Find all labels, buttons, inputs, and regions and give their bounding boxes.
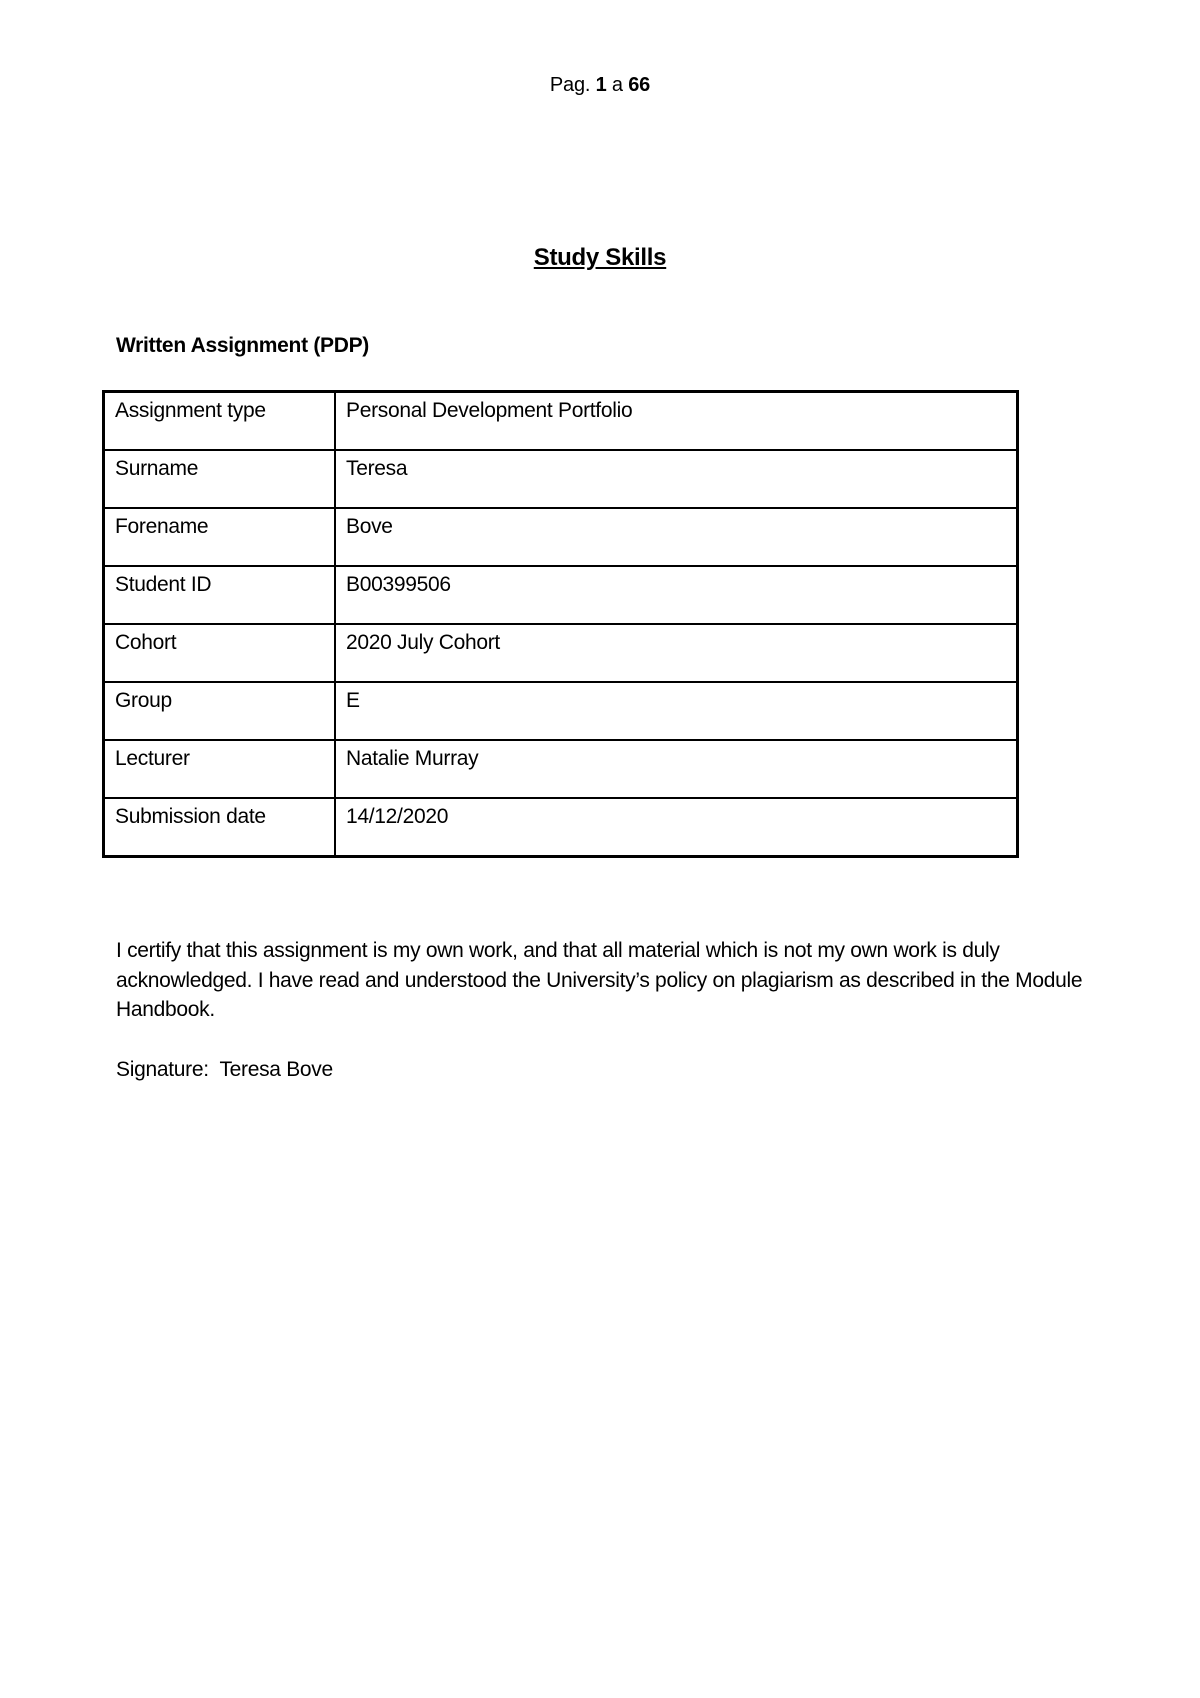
row-value-cell — [335, 392, 1018, 451]
row-label-cell — [104, 798, 336, 857]
row-value-cell — [335, 682, 1018, 740]
signature-name: Teresa Bove — [219, 1058, 333, 1081]
table-row — [104, 740, 1018, 798]
row-value-cell — [335, 508, 1018, 566]
row-value-cell — [335, 450, 1018, 508]
page-number — [0, 74, 1200, 97]
row-label-cell — [104, 682, 336, 740]
table-row — [104, 624, 1018, 682]
page-prefix: Pag. — [549, 74, 591, 96]
row-label-cell — [104, 392, 336, 451]
table-row — [104, 508, 1018, 566]
row-value: 14/12/2020 — [346, 805, 449, 828]
table-row — [104, 392, 1018, 451]
document-title: Study Skills — [533, 244, 667, 271]
row-label-cell — [104, 450, 336, 508]
row-value-cell — [335, 740, 1018, 798]
row-value: B00399506 — [346, 573, 451, 596]
row-label-cell — [104, 508, 336, 566]
row-value-cell — [335, 798, 1018, 857]
row-label-cell — [104, 624, 336, 682]
page-separator: a — [611, 74, 623, 96]
table-row — [104, 798, 1018, 857]
row-value: Teresa — [346, 457, 408, 480]
row-label: Surname — [115, 457, 199, 480]
page-current: 1 — [595, 74, 607, 96]
table-row — [104, 566, 1018, 624]
row-label: Student ID — [115, 573, 212, 596]
table-row — [104, 682, 1018, 740]
row-value: E — [346, 689, 360, 712]
signature-line — [116, 1058, 333, 1082]
table-row — [104, 450, 1018, 508]
row-label: Submission date — [115, 805, 266, 828]
row-label-cell — [104, 566, 336, 624]
row-label-cell — [104, 740, 336, 798]
row-label: Group — [115, 689, 172, 712]
row-value-cell — [335, 624, 1018, 682]
assignment-info-table — [102, 390, 1019, 858]
row-label: Assignment type — [115, 399, 266, 422]
signature-label: Signature: — [116, 1058, 209, 1081]
row-value: 2020 July Cohort — [346, 631, 500, 654]
row-value: Natalie Murray — [346, 747, 479, 770]
document-subtitle: Written Assignment (PDP) — [116, 334, 369, 357]
row-value: Personal Development Portfolio — [346, 399, 633, 422]
page-total: 66 — [628, 74, 651, 96]
row-value: Bove — [346, 515, 393, 538]
certification-statement: I certify that this assignment is my own work, and that all material which is not my own work is duly acknowledged. I have read and understood the University’s policy on plagiarism as described in the Module Handbook. — [116, 939, 1083, 1021]
row-value-cell — [335, 566, 1018, 624]
row-label: Lecturer — [115, 747, 190, 770]
row-label: Forename — [115, 515, 209, 538]
row-label: Cohort — [115, 631, 177, 654]
